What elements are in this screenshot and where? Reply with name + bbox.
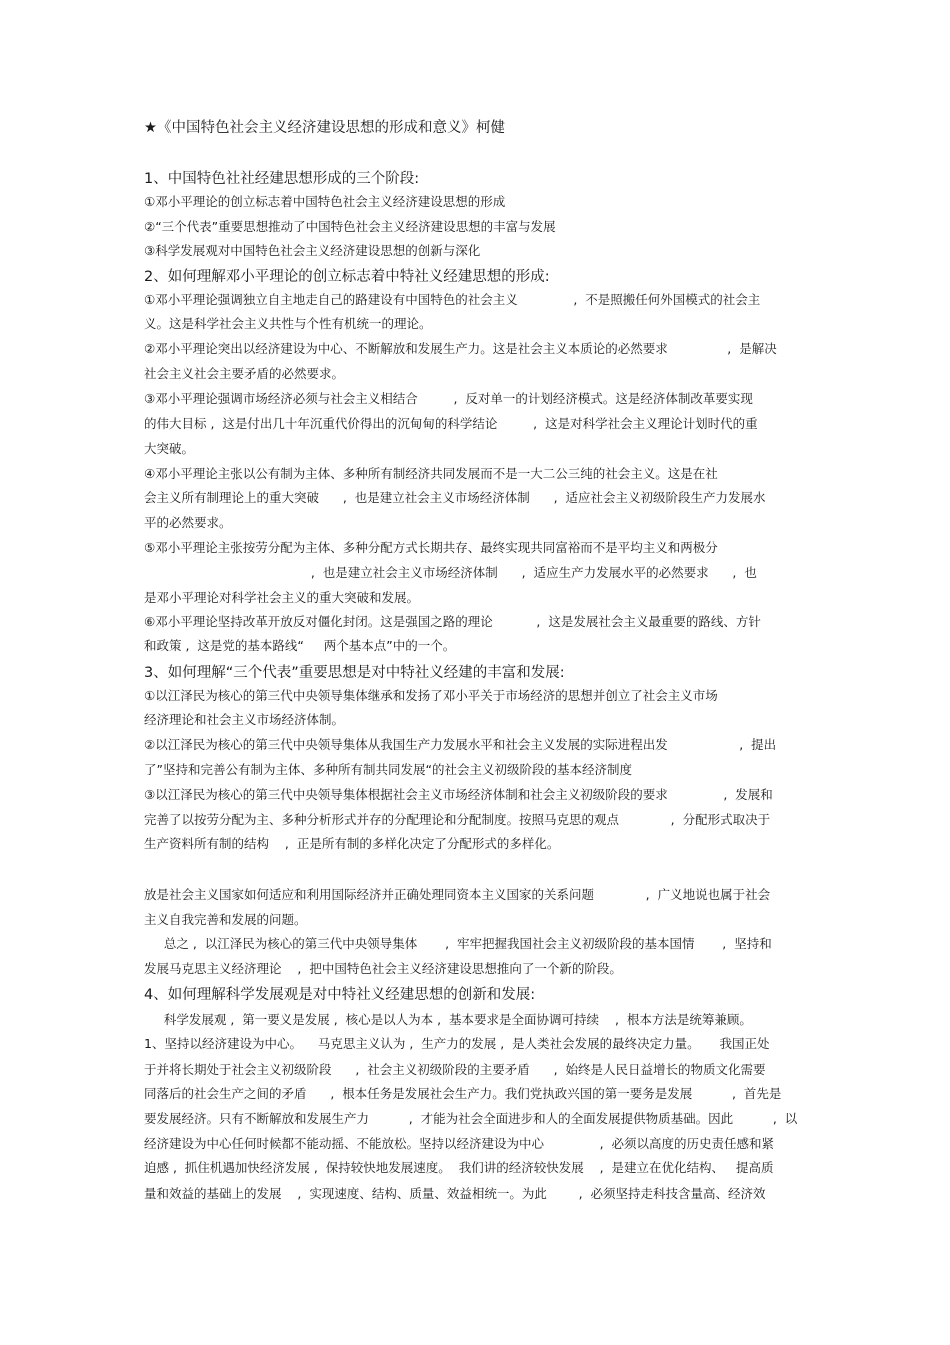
body-text-line: 经济建设为中心任何时候都不能动摇、不能放松。坚持以经济建设为中心 , 必须以高度的历史责任感和紧 — [144, 1136, 775, 1151]
body-text-line: ③以江泽民为核心的第三代中央领导集体根据社会主义市场经济体制和社会主义初级阶段的要求 , 发展和 — [144, 787, 773, 802]
body-text-line: 同落后的社会生产之间的矛盾 , 根本任务是发展社会生产力。我们党执政兴国的第一要务是发展 , 首先是 — [144, 1086, 782, 1101]
body-text-line: 于并将长期处于社会主义初级阶段 , 社会主义初级阶段的主要矛盾 , 始终是人民日益增长的物质文化需要 — [144, 1062, 766, 1077]
body-text-line: 和政策 , 这是党的基本路线“ 两个基本点”中的一个。 — [144, 638, 456, 653]
body-text-line: ⑤邓小平理论主张按劳分配为主体、多种分配方式长期共存、最终实现共同富裕而不是平均主义和两极分 — [144, 540, 718, 555]
body-text-line: 总之 , 以江泽民为核心的第三代中央领导集体 , 牢牢把握我国社会主义初级阶段的基本国情 , 坚持和 — [144, 936, 772, 951]
body-text-line: ①邓小平理论强调独立自主地走自己的路建设有中国特色的社会主义 , 不是照搬任何外国模式的社会主 — [144, 292, 761, 307]
body-text-line: 要发展经济。只有不断解放和发展生产力 , 才能为社会全面进步和人的全面发展提供物质基础。因此 , 以 — [144, 1111, 798, 1126]
body-text-line: 科学发展观 , 第一要义是发展 , 核心是以人为本 , 基本要求是全面协调可持续 , 根本方法是统筹兼顾。 — [144, 1012, 752, 1027]
document-title: ★《中国特色社会主义经济建设思想的形成和意义》柯健 — [144, 120, 505, 136]
body-text-line: 大突破。 — [144, 441, 195, 456]
body-text-line: ②“三个代表”重要思想推动了中国特色社会主义经济建设思想的丰富与发展 — [144, 219, 556, 234]
body-text-line: ④邓小平理论主张以公有制为主体、多种所有制经济共同发展而不是一大二公三纯的社会主义。这是在社 — [144, 466, 718, 481]
body-text-line: , 也是建立社会主义市场经济体制 , 适应生产力发展水平的必然要求 , 也 — [144, 565, 757, 580]
body-text-line: 社会主义社会主要矛盾的必然要求。 — [144, 366, 345, 381]
body-text-line: ②邓小平理论突出以经济建设为中心、不断解放和发展生产力。这是社会主义本质论的必然要求 , 是解决 — [144, 341, 777, 356]
body-text-line: 的伟大目标 , 这是付出几十年沉重代价得出的沉甸甸的科学结论 , 这是对科学社会主义理论计划时代的重 — [144, 416, 758, 431]
body-text-line: 1、坚持以经济建设为中心。 马克思主义认为 , 生产力的发展 , 是人类社会发展的最终决定力量。 我国正处 — [144, 1036, 770, 1051]
body-text-line: ③科学发展观对中国特色社会主义经济建设思想的创新与深化 — [144, 243, 481, 258]
section-heading: 4、如何理解科学发展观是对中特社义经建思想的创新和发展: — [144, 987, 536, 1003]
section-heading: 2、如何理解邓小平理论的创立标志着中特社义经建思想的形成: — [144, 269, 550, 285]
body-text-line: 量和效益的基础上的发展 , 实现速度、结构、质量、效益相统一。为此 , 必须坚持走科技含量高、经济效 — [144, 1186, 766, 1201]
body-text-line: 生产资料所有制的结构 , 正是所有制的多样化决定了分配形式的多样化。 — [144, 836, 560, 851]
body-text-line: ②以江泽民为核心的第三代中央领导集体从我国生产力发展水平和社会主义发展的实际进程出发 , 提出 — [144, 737, 777, 752]
body-text-line: ①以江泽民为核心的第三代中央领导集体继承和发扬了邓小平关于市场经济的思想并创立了社会主义市场 — [144, 688, 718, 703]
section-heading: 1、中国特色社社经建思想形成的三个阶段: — [144, 171, 420, 187]
body-text-line: 迫感 , 抓住机遇加快经济发展 , 保持较快地发展速度。 我们讲的经济较快发展 , 是建立在优化结构、 提高质 — [144, 1160, 774, 1175]
body-text-line: 会主义所有制理论上的重大突破 , 也是建立社会主义市场经济体制 , 适应社会主义初级阶段生产力发展水 — [144, 490, 766, 505]
body-text-line: ⑥邓小平理论坚持改革开放反对僵化封闭。这是强国之路的理论 , 这是发展社会主义最重要的路线、方针 — [144, 614, 761, 629]
body-text-line: 平的必然要求。 — [144, 515, 232, 530]
section-heading: 3、如何理解“三个代表”重要思想是对中特社义经建的丰富和发展: — [144, 665, 565, 681]
body-text-line: ①邓小平理论的创立标志着中国特色社会主义经济建设思想的形成 — [144, 194, 506, 209]
body-text-line: 了”坚持和完善公有制为主体、多种所有制共同发展“的社会主义初级阶段的基本经济制度 — [144, 762, 632, 777]
body-text-line: 是邓小平理论对科学社会主义的重大突破和发展。 — [144, 590, 420, 605]
body-text-line: 放是社会主义国家如何适应和利用国际经济并正确处理同资本主义国家的关系问题 , 广义地说也属于社会 — [144, 887, 771, 902]
body-text-line: 发展马克思主义经济理论 , 把中国特色社会主义经济建设思想推向了一个新的阶段。 — [144, 961, 622, 976]
body-text-line: 主义自我完善和发展的问题。 — [144, 912, 307, 927]
body-text-line: 完善了以按劳分配为主、多种分析形式并存的分配理论和分配制度。按照马克思的观点 , 分配形式取决于 — [144, 812, 771, 827]
body-text-line: 经济理论和社会主义市场经济体制。 — [144, 712, 345, 727]
body-text-line: 义。这是科学社会主义共性与个性有机统一的理论。 — [144, 316, 432, 331]
body-text-line: ③邓小平理论强调市场经济必须与社会主义相结合 , 反对单一的计划经济模式。这是经济体制改革要实现 — [144, 391, 753, 406]
